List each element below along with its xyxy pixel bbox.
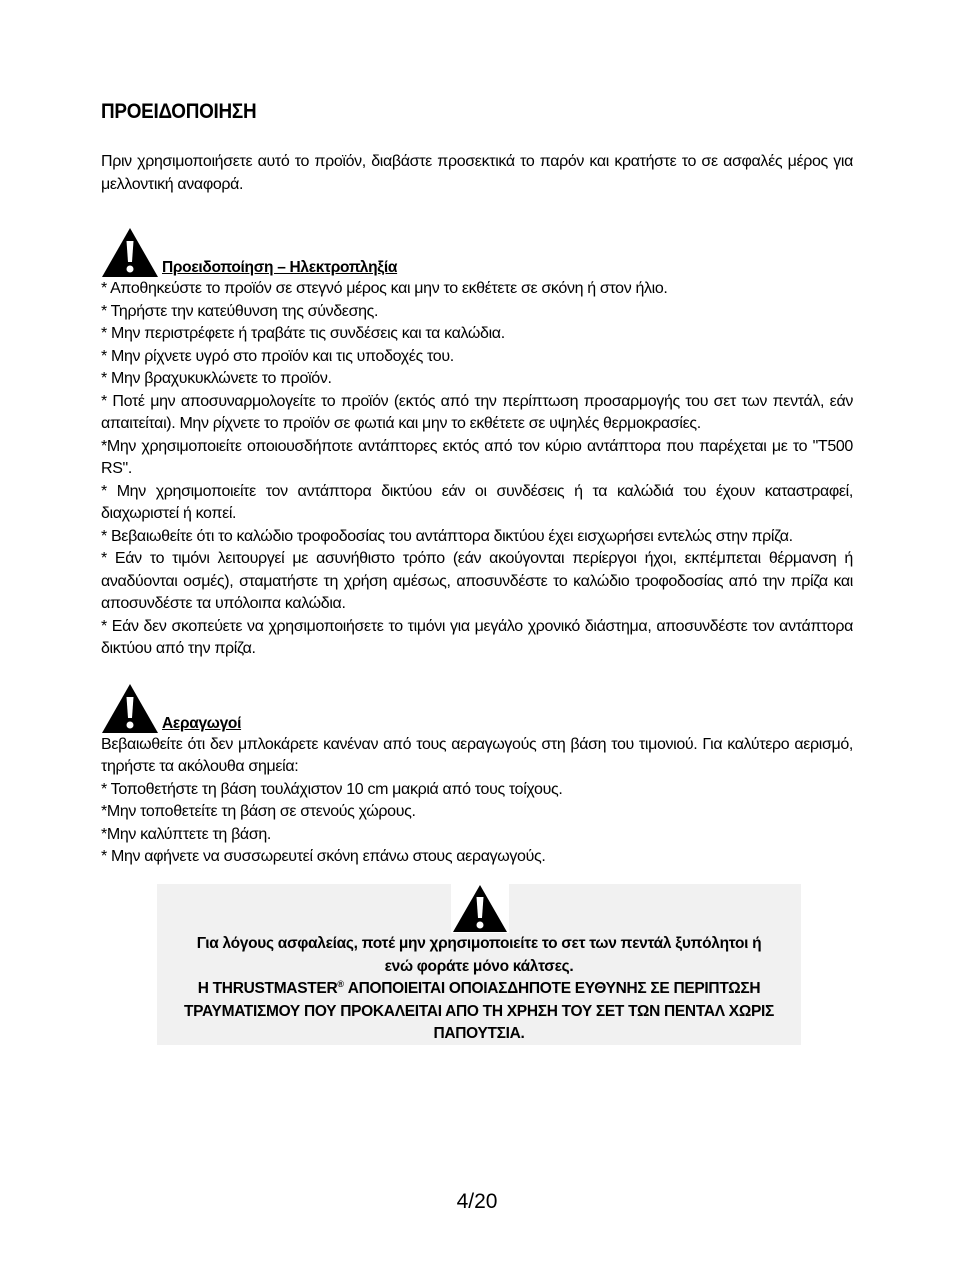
notice-disclaimer [169,978,789,1046]
list-item: * Εάν δεν σκοπεύετε να χρησιμοποιήσετε το τιμόνι για μεγάλο χρονικό διάστημα, αποσυνδέστε τον αντάπτορα δικτύου από την πρίζα. [101,617,853,657]
notice-line: ενώ φοράτε μόνο κάλτσες. [384,957,574,975]
page-number: 4/20 [456,1190,498,1213]
intro-paragraph: Πριν χρησιμοποιήσετε αυτό το προϊόν, διαβάστε προσεκτικά το παρόν και κρατήστε το σε ασφαλές μέρος για μελλοντική αναφορά. [101,153,853,193]
list-item: * Μην χρησιμοποιείτε τον αντάπτορα δικτύου εάν οι συνδέσεις ή τα καλώδιά του έχουν καταστραφεί, διαχωριστεί ή κοπεί. [101,482,853,522]
list-item: * Μην περιστρέφετε ή τραβάτε τις συνδέσεις και τα καλώδια. [101,325,505,342]
list-item: * Βεβαιωθείτε ότι το καλώδιο τροφοδοσίας του αντάπτορα δικτύου έχει εισχωρήσει εντελώς στην πρίζα. [101,527,793,545]
warning-triangle-icon [101,683,159,734]
page-title: ΠΡΟΕΙΔΟΠΟΙΗΣΗ [101,100,257,123]
notice-text [157,933,801,1046]
list-item: * Ποτέ μην αποσυναρμολογείτε το προϊόν (εκτός από την περίπτωση προσαρμογής του σετ των πεντάλ, εάν απαιτείται). Μην ρίχνετε το προϊόν σε φωτιά και μην το εκθέτετε σε υψηλές θερμοκρασίες. [101,392,853,432]
list-item: *Μην τοποθετείτε τη βάση σε στενούς χώρους. [101,803,416,820]
brand-name: Η THRUSTMASTER [197,980,338,997]
document-body [101,100,853,869]
list-item: * Τοποθετήστε τη βάση τουλάχιστον 10 cm μακριά από τους τοίχους. [101,780,563,798]
electric-shock-section [101,226,853,661]
list-item: * Μην αφήνετε να συσσωρευτεί σκόνη επάνω στους αεραγωγούς. [101,848,546,865]
vents-section [101,682,853,869]
list-item: * Εάν το τιμόνι λειτουργεί με ασυνήθιστο τρόπο (εάν ακούγονται περίεργοι ήχοι, εκπέμπεται θέρμανση ή αναδύονται οσμές), σταματήστε τη χρήση αμέσως, αποσυνδέστε το καλώδιο τροφοδοσίας από την πρίζα και αποσυνδέστε τα υπόλοιπα καλώδια. [101,550,853,612]
notice-line: Για λόγους ασφαλείας, ποτέ μην χρησιμοποιείτε το σετ των πεντάλ ξυπόλητοι ή [196,935,762,952]
warning-triangle-icon [101,227,159,278]
list-item: * Μην ρίχνετε υγρό στο προϊόν και τις υποδοχές του. [101,347,454,365]
warning-triangle-icon [451,884,509,933]
section-intro: Βεβαιωθείτε ότι δεν μπλοκάρετε κανέναν από τους αεραγωγούς στη βάση του τιμονιού. Για καλύτερο αερισμό, τηρήστε τα ακόλουθα σημεία: [101,735,853,775]
section-title: Αεραγωγοί [162,714,242,732]
registered-mark: ® [337,978,344,989]
section-title: Προειδοποίηση – Ηλεκτροπληξία [162,259,398,276]
list-item: * Αποθηκεύστε το προϊόν σε στεγνό μέρος και μην το εκθέτετε σε σκόνη ή στον ήλιο. [101,280,668,297]
safety-notice-box [157,884,801,1045]
list-item: * Τηρήστε την κατεύθυνση της σύνδεσης. [101,302,379,320]
disclaimer-text: ΑΠΟΠΟΙΕΙΤΑΙ ΟΠΟΙΑΣΔΗΠΟΤΕ ΕΥΘΥΝΗΣ ΣΕ ΠΕΡΙΠΤΩΣΗ ΤΡΑΥΜΑΤΙΣΜΟΥ ΠΟΥ ΠΡΟΚΑΛΕΙΤΑΙ ΑΠΟ ΤΗ ΧΡΗΣΗ ΤΟΥ ΣΕΤ ΤΩΝ ΠΕΝΤΑΛ ΧΩΡΙΣ ΠΑΠΟΥΤΣΙΑ. [184,980,774,1042]
section-header [101,226,853,278]
section-header [101,682,853,734]
list-item: *Μην καλύπτετε τη βάση. [101,825,271,843]
list-item: * Μην βραχυκυκλώνετε το προϊόν. [101,370,332,387]
list-item: *Μην χρησιμοποιείτε οποιουσδήποτε αντάπτορες εκτός από τον κύριο αντάπτορα που παρέχεται με το "T500 RS". [101,437,853,477]
